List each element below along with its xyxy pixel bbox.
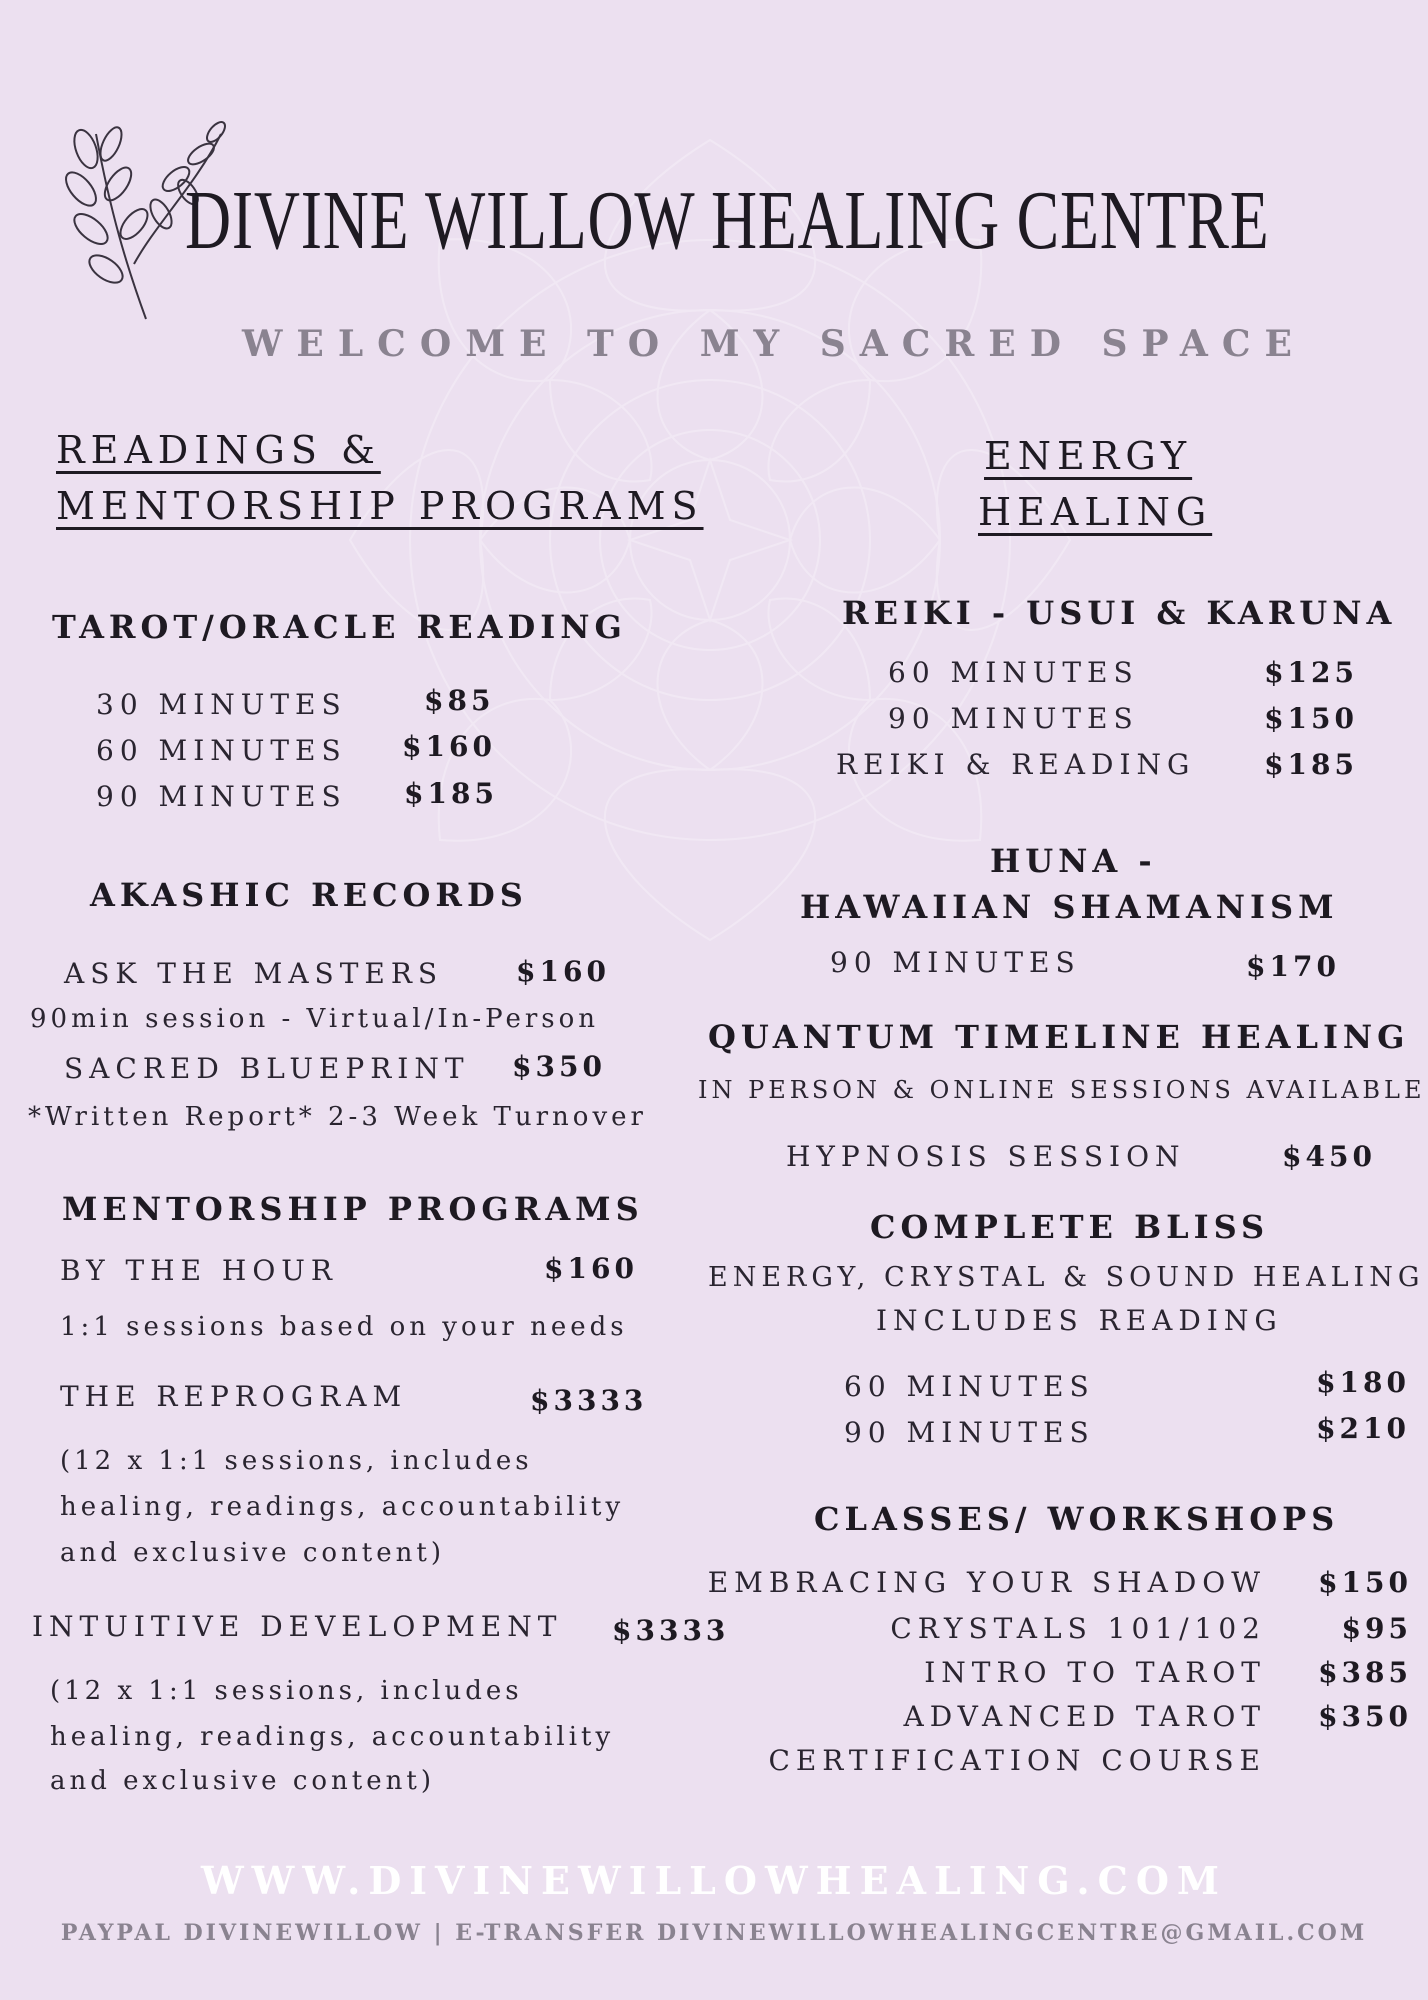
akashic-ask-price: $160 <box>516 955 610 988</box>
bliss-title: COMPLETE BLISS <box>870 1208 1270 1246</box>
bliss-item-price: $180 <box>1316 1366 1410 1399</box>
reiki-item-label: 90 MINUTES <box>888 702 1139 735</box>
tarot-item-price: $185 <box>404 777 498 810</box>
mentorship-intuitive-note: (12 x 1:1 sessions, includes <box>50 1676 523 1706</box>
tarot-item-label: 90 MINUTES <box>96 780 347 813</box>
class-item-price: $385 <box>1318 1656 1412 1689</box>
class-item-price: $150 <box>1318 1566 1412 1599</box>
tarot-title: TAROT/ORACLE READING <box>52 608 627 646</box>
mentorship-intuitive-price: $3333 <box>612 1614 730 1647</box>
mentorship-intuitive-note: and exclusive content) <box>50 1766 435 1796</box>
mentorship-title: MENTORSHIP PROGRAMS <box>62 1190 644 1228</box>
quantum-title: QUANTUM TIMELINE HEALING <box>708 1018 1410 1056</box>
mentorship-hour-price: $160 <box>544 1252 638 1285</box>
classes-title: CLASSES/ WORKSHOPS <box>814 1500 1340 1538</box>
reiki-item-price: $150 <box>1264 702 1358 735</box>
quantum-price: $450 <box>1282 1140 1376 1173</box>
class-item-price: $350 <box>1318 1700 1412 1733</box>
mentorship-reprogram-note: (12 x 1:1 sessions, includes <box>60 1446 533 1476</box>
quantum-note: IN PERSON & ONLINE SESSIONS AVAILABLE <box>698 1076 1426 1104</box>
mentorship-reprogram-price: $3333 <box>530 1384 648 1417</box>
bliss-note: ENERGY, CRYSTAL & SOUND HEALING <box>708 1262 1425 1293</box>
section-heading-energy-line2: HEALING <box>978 490 1213 534</box>
huna-title-line1: HUNA - <box>990 842 1157 880</box>
class-item-label: EMBRACING YOUR SHADOW <box>707 1566 1266 1599</box>
section-heading-energy-line1: ENERGY <box>984 434 1193 478</box>
mentorship-intuitive-label: INTUITIVE DEVELOPMENT <box>32 1610 563 1643</box>
website-url[interactable]: WWW.DIVINEWILLOWHEALING.COM <box>200 1858 1227 1903</box>
section-heading-readings-line2: MENTORSHIP PROGRAMS <box>56 484 704 528</box>
class-extra-line: CERTIFICATION COURSE <box>768 1744 1266 1777</box>
mentorship-intuitive-note: healing, readings, accountability <box>50 1722 615 1752</box>
bliss-item-label: 60 MINUTES <box>844 1370 1095 1403</box>
reiki-item-label: REIKI & READING <box>836 748 1196 781</box>
akashic-blueprint-note: *Written Report* 2-3 Week Turnover <box>28 1102 647 1132</box>
class-item-price: $95 <box>1341 1612 1412 1645</box>
huna-title-line2: HAWAIIAN SHAMANISM <box>800 888 1339 926</box>
class-item-label: ADVANCED TAROT <box>903 1700 1266 1733</box>
akashic-title: AKASHIC RECORDS <box>90 876 528 914</box>
mentorship-reprogram-note: and exclusive content) <box>60 1538 445 1568</box>
mentorship-hour-label: BY THE HOUR <box>60 1254 338 1287</box>
quantum-label: HYPNOSIS SESSION <box>786 1140 1186 1173</box>
akashic-blueprint-price: $350 <box>512 1050 606 1083</box>
akashic-ask-note: 90min session - Virtual/In-Person <box>30 1004 600 1034</box>
akashic-ask-label: ASK THE MASTERS <box>64 957 444 990</box>
class-item-label: INTRO TO TAROT <box>924 1656 1266 1689</box>
huna-label: 90 MINUTES <box>830 946 1081 979</box>
mentorship-hour-note: 1:1 sessions based on your needs <box>60 1312 628 1342</box>
tarot-item-label: 30 MINUTES <box>96 688 347 721</box>
huna-price: $170 <box>1246 950 1340 983</box>
page-subtitle: WELCOME TO MY SACRED SPACE <box>242 323 1306 365</box>
section-heading-readings-line1: READINGS & <box>56 428 381 472</box>
class-item-label: CRYSTALS 101/102 <box>890 1612 1266 1645</box>
reiki-item-price: $125 <box>1264 656 1358 689</box>
mentorship-reprogram-label: THE REPROGRAM <box>60 1380 408 1413</box>
payment-info: PAYPAL DIVINEWILLOW | E-TRANSFER DIVINEWILLOWHEALINGCENTRE@GMAIL.COM <box>60 1920 1368 1946</box>
akashic-blueprint-label: SACRED BLUEPRINT <box>64 1052 470 1085</box>
tarot-item-price: $85 <box>424 684 495 717</box>
tarot-item-price: $160 <box>402 730 496 763</box>
mentorship-reprogram-note: healing, readings, accountability <box>60 1492 625 1522</box>
tarot-item-label: 60 MINUTES <box>96 734 347 767</box>
bliss-note: INCLUDES READING <box>876 1304 1283 1337</box>
reiki-item-label: 60 MINUTES <box>888 656 1139 689</box>
bliss-item-label: 90 MINUTES <box>844 1416 1095 1449</box>
reiki-item-price: $185 <box>1264 748 1358 781</box>
reiki-title: REIKI - USUI & KARUNA <box>842 594 1397 632</box>
page-title: DIVINE WILLOW HEALING CENTRE <box>185 174 1270 267</box>
bliss-item-price: $210 <box>1316 1412 1410 1445</box>
